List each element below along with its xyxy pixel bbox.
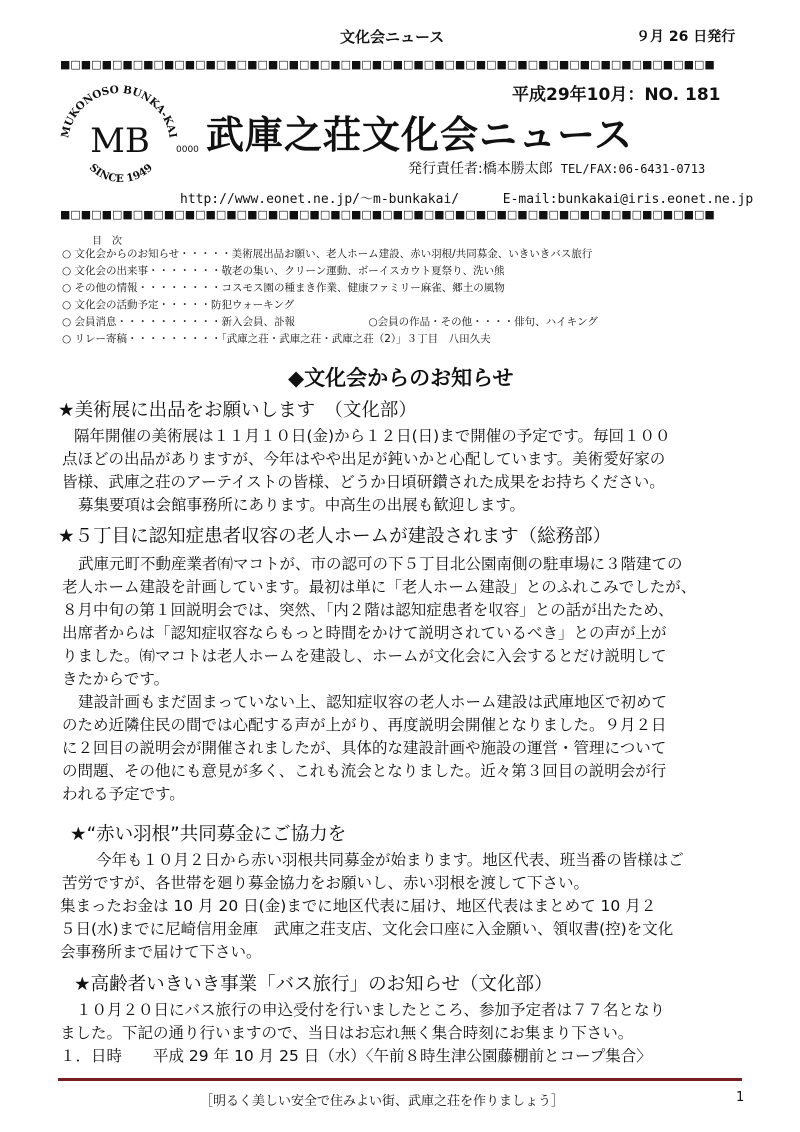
article-line: のため近隣住民の間では心配する声が上がり、再度説明会開催となりました。９月２日 bbox=[62, 716, 667, 734]
page-number: 1 bbox=[736, 1090, 745, 1105]
toc-heading: 目 次 bbox=[92, 236, 122, 247]
article-line: 隔年開催の美術展は１１月１０日(金)から１２日(日)まで開催の予定です。毎回１００ bbox=[74, 427, 671, 445]
section-title: ◆文化会からのお知らせ bbox=[288, 366, 514, 390]
article-line: われる予定です。 bbox=[62, 785, 185, 803]
article-heading-art-exhibition: ★美術展に出品をお願いします （文化部） bbox=[58, 400, 417, 421]
toc-item: ○ 文化会の活動予定・・・・・防犯ウォーキング bbox=[62, 299, 295, 311]
seal-bottom-text: SINCE 1949 bbox=[86, 161, 156, 186]
article-line: ８月中旬の第１回説明会では、突然、「内２階は認知症患者を収容」との話が出たため、 bbox=[62, 601, 674, 619]
toc-item: ○ その他の情報・・・・・・・・コスモス園の種まき作業、健康ファミリー麻雀、郷土の風物 bbox=[62, 282, 505, 294]
article-line: 武庫元町不動産業者㈲マコトが、市の認可の下５丁目北公園南側の駐車場に３階建ての bbox=[78, 555, 683, 573]
article-line: 集まったお金は 10 月 20 日(金)までに地区代表に届け、地区代表はまとめて 10 月２ bbox=[60, 897, 657, 915]
toc-item: ○ リレー寄稿・・・・・・・・・「武庫之荘・武庫之荘・武庫之荘（2）」３丁目 八田久夫 bbox=[62, 333, 491, 345]
website-url[interactable]: http://www.eonet.ne.jp/～m-bunkakai/ bbox=[180, 192, 460, 207]
contact-line bbox=[180, 188, 753, 207]
toc-item: ○ 会員消息・・・・・・・・・・新入会員、訃報 ○会員の作品・その他・・・・俳句、ハイキング bbox=[62, 316, 598, 328]
article-line: 募集要項は会館事務所にあります。中高生の出展も歓迎します。 bbox=[78, 496, 526, 514]
issuer-name: 発行責任者:橋本勝太郎 bbox=[408, 161, 553, 177]
header-issue-date: ９月 26 日発行 bbox=[636, 29, 736, 45]
article-line: 会事務所まで届けて下さい。 bbox=[60, 943, 262, 961]
square-divider-top: ■□■□■□■□■□■□■□■□■□■□■□■□■□■□■□■□■□■□■□■□■□■□■□■□■□■□■□■□■□■□■□■ bbox=[60, 58, 715, 71]
footer-rule bbox=[58, 1078, 742, 1081]
email-address[interactable]: E-mail:bunkakai@iris.eonet.ne.jp bbox=[502, 192, 754, 207]
article-line: 出席者からは「認知症収容ならもっと時間をかけて説明されているべき」との声が上が bbox=[62, 624, 667, 642]
club-seal-logo bbox=[58, 84, 200, 194]
article-line: ５日(水)までに尼崎信用金庫 武庫之荘支店、文化会口座に入金願い、領収書(控)を文化 bbox=[60, 920, 674, 938]
issue-number: 平成29年10月：NO. 181 bbox=[512, 85, 721, 105]
article-heading-nursing-home: ★５丁目に認知症患者収容の老人ホームが建設されます（総務部） bbox=[58, 526, 612, 547]
article-line: 皆様、武庫之荘のアーテイストの皆様、どうか日頃研鑽された成果をお持ちください。 bbox=[62, 473, 665, 491]
article-line: 今年も１０月２日から赤い羽根共同募金が始まります。地区代表、班当番の皆様はご bbox=[96, 851, 684, 869]
article-line: りました。㈲マコトは老人ホームを建設し、ホームが文化会に入会するとだけ説明して bbox=[62, 647, 667, 665]
newsletter-title: 武庫之荘文化会ニュース bbox=[206, 113, 634, 157]
article-line: １０月２０日にバス旅行の申込受付を行いましたところ、参加予定者は７７名となり bbox=[76, 1001, 666, 1019]
article-line: 苦労ですが、各世帯を廻り募金協力をお願いし、赤い羽根を渡して下さい。 bbox=[62, 874, 590, 892]
article-heading-red-feather: ★“赤い羽根”共同募金にご協力を bbox=[70, 824, 347, 845]
article-line: 建設計画もまだ固まっていない上、認知症収容の老人ホーム建設は武庫地区で初めて bbox=[78, 693, 668, 711]
article-line: 老人ホーム建設を計画しています。最初は単に「老人ホーム建設」とのふれこみでしたが、 bbox=[62, 578, 697, 596]
issuer-line bbox=[408, 158, 705, 178]
article-line: きたからです。 bbox=[62, 670, 170, 688]
article-heading-bus-trip: ★高齢者いきいき事業「バス旅行」のお知らせ（文化部） bbox=[74, 974, 553, 995]
square-divider-bottom: ■□■□■□■□■□■□■□■□■□■□■□■□■□■□■□■□■□■□■□■□■□■□■□■□■□■□■□■□■□■□■□■ bbox=[60, 208, 715, 221]
toc-item: ○ 文化会の出来事・・・・・・・敬老の集い、クリーン運動、ボーイスカウト夏祭り、洗い熊 bbox=[62, 265, 505, 277]
seal-center-text: MB bbox=[90, 121, 150, 161]
seal-small-text: 0000 bbox=[176, 145, 199, 155]
svg-text:SINCE 1949 bbox=[87, 162, 155, 186]
article-line: 点ほどの出品がありますが、今年はやや出足が鈍いかと心配しています。美術愛好家の bbox=[62, 450, 666, 468]
toc-item: ○ 文化会からのお知らせ・・・・・美術展出品お願い、老人ホーム建設、赤い羽根/共同募金、いきいきバス旅行 bbox=[62, 248, 593, 260]
header-newsletter-name: 文化会ニュース bbox=[340, 28, 445, 46]
article-line: の問題、その他にも意見が多く、これも流会となりました。近々第３回目の説明会が行 bbox=[62, 762, 667, 780]
seal-top-text: MUKONOSO BUNKA-KAI bbox=[59, 84, 179, 139]
footer-slogan: ［明るく美しい安全で住みよい街、武庫之荘を作りましょう］ bbox=[200, 1094, 565, 1109]
telfax: TEL/FAX:06-6431-0713 bbox=[560, 162, 706, 176]
article-line: ました。下記の通り行いますので、当日はお忘れ無く集合時刻にお集まり下さい。 bbox=[60, 1024, 634, 1042]
article-line: １．日時 平成 29 年 10 月 25 日（水）〈午前８時生津公園藤棚前とコープ集合〉 bbox=[60, 1047, 652, 1065]
article-line: に２回目の説明会が開催されましたが、具体的な建設計画や施設の運営・管理について bbox=[62, 739, 667, 757]
